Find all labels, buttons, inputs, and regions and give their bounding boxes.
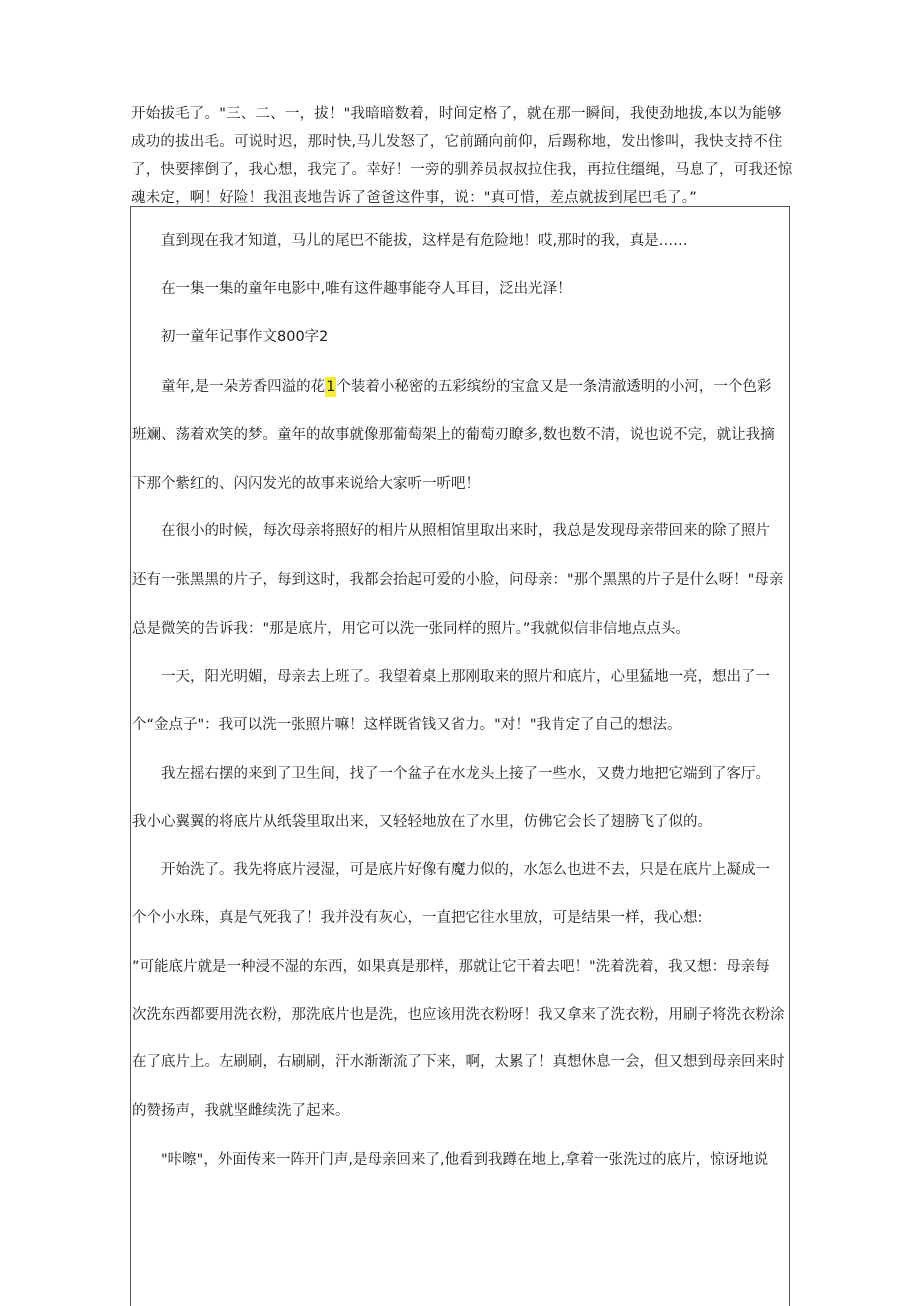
- highlight-marker: 1: [325, 377, 336, 397]
- text-line: 总是微笑的告诉我："那是底片，用它可以洗一张同样的照片。”我就似信非信地点点头。: [132, 621, 690, 637]
- text-line: 在很小的时候，每次母亲将照好的相片从照相馆里取出来时，我总是发现母亲带回来的除了照片: [132, 523, 770, 539]
- top-paragraph: 开始拔毛了。"三、二、一，拔！"我暗暗数着，时间定格了，就在那一瞬间，我使劲地拔,本以为能够成功的拔出毛。可说时迟，那时快,马儿发怒了，它前踊向前仰，后踢称地，发出惨叫，我快支持不住了，快要摔倒了，我心想，我完了。幸好！一旁的驯养员叔叔拉住我，再拉住缰绳，马息了，可我还惊魂未定，啊！好险！我沮丧地告诉了爸爸这件事，说："真可惜，差点就拔到尾巴毛了。”: [131, 106, 793, 206]
- text-line: 在一集一集的童年电影中,唯有这件趣事能夺人耳目，泛出光泽！: [132, 281, 572, 297]
- text-line: "咔嚓"，外面传来一阵开门声,是母亲回来了,他看到我蹲在地上,拿着一张洗过的底片，惊讶地说: [132, 1152, 769, 1168]
- text-line: 直到现在我才知道，马儿的尾巴不能拔，这样是有危险地！哎,那时的我，真是……: [132, 233, 688, 249]
- text-line: 我小心翼翼的将底片从纸袋里取出来，又轻轻地放在了水里，仿佛它会长了翅膀飞了似的。: [132, 814, 712, 830]
- text-line: 我左摇右摆的来到了卫生间，找了一个盆子在水龙头上接了一些水，又费力地把它端到了客厅。: [132, 766, 770, 782]
- text-line: [132, 377, 788, 397]
- text-line: 个“金点子"：我可以洗一张照片嘛！这样既省钱又省力。"对！"我肯定了自己的想法。: [132, 717, 682, 733]
- text-line: 开始洗了。我先将底片浸湿，可是底片好像有魔力似的，水怎么也进不去，只是在底片上凝成一: [132, 862, 770, 878]
- section-heading: 初一童年记事作文800字2: [132, 329, 329, 345]
- text-line: 下那个紫红的、闪闪发光的故事来说给大家听一听吧！: [132, 476, 480, 492]
- text-line: 一天，阳光明媚，母亲去上班了。我望着桌上那刚取来的照片和底片，心里猛地一亮，想出了一: [132, 669, 770, 685]
- text-line: 还有一张黑黑的片子，每到这时，我都会抬起可爱的小脸，问母亲："那个黑黑的片子是什么呀！"母亲: [132, 572, 784, 588]
- text-segment: 童年,是一朵芳香四溢的花: [132, 379, 326, 395]
- text-line: ”可能底片就是一种浸不湿的东西，如果真是那样，那就让它干着去吧！"洗着洗着，我又想：母亲每: [132, 959, 770, 975]
- content-frame: [130, 206, 790, 1306]
- text-line: 班斓、荡着欢笑的梦。童年的故事就像那葡萄架上的葡萄刃瞭多,数也数不清，说也说不完，就让我摘: [132, 427, 775, 443]
- text-line: 在了底片上。左刷刷，右刷刷，汗水渐渐流了下来，啊，太累了！真想休息一会，但又想到母亲回来时: [132, 1054, 785, 1070]
- text-line: 次洗东西都要用洗衣粉，那洗底片也是洗，也应该用洗衣粉呀！我又拿来了洗衣粉，用刷子将洗衣粉涂: [132, 1007, 785, 1023]
- text-line: 个个小水珠，真是气死我了！我并没有灰心，一直把它往水里放，可是结果一样，我心想:: [132, 910, 703, 926]
- text-line: 的赞扬声，我就坚雌续洗了起来。: [132, 1103, 350, 1119]
- text-segment: 个装着小秘密的五彩缤纷的宝盒又是一条清澈透明的小河，一个色彩: [336, 379, 772, 395]
